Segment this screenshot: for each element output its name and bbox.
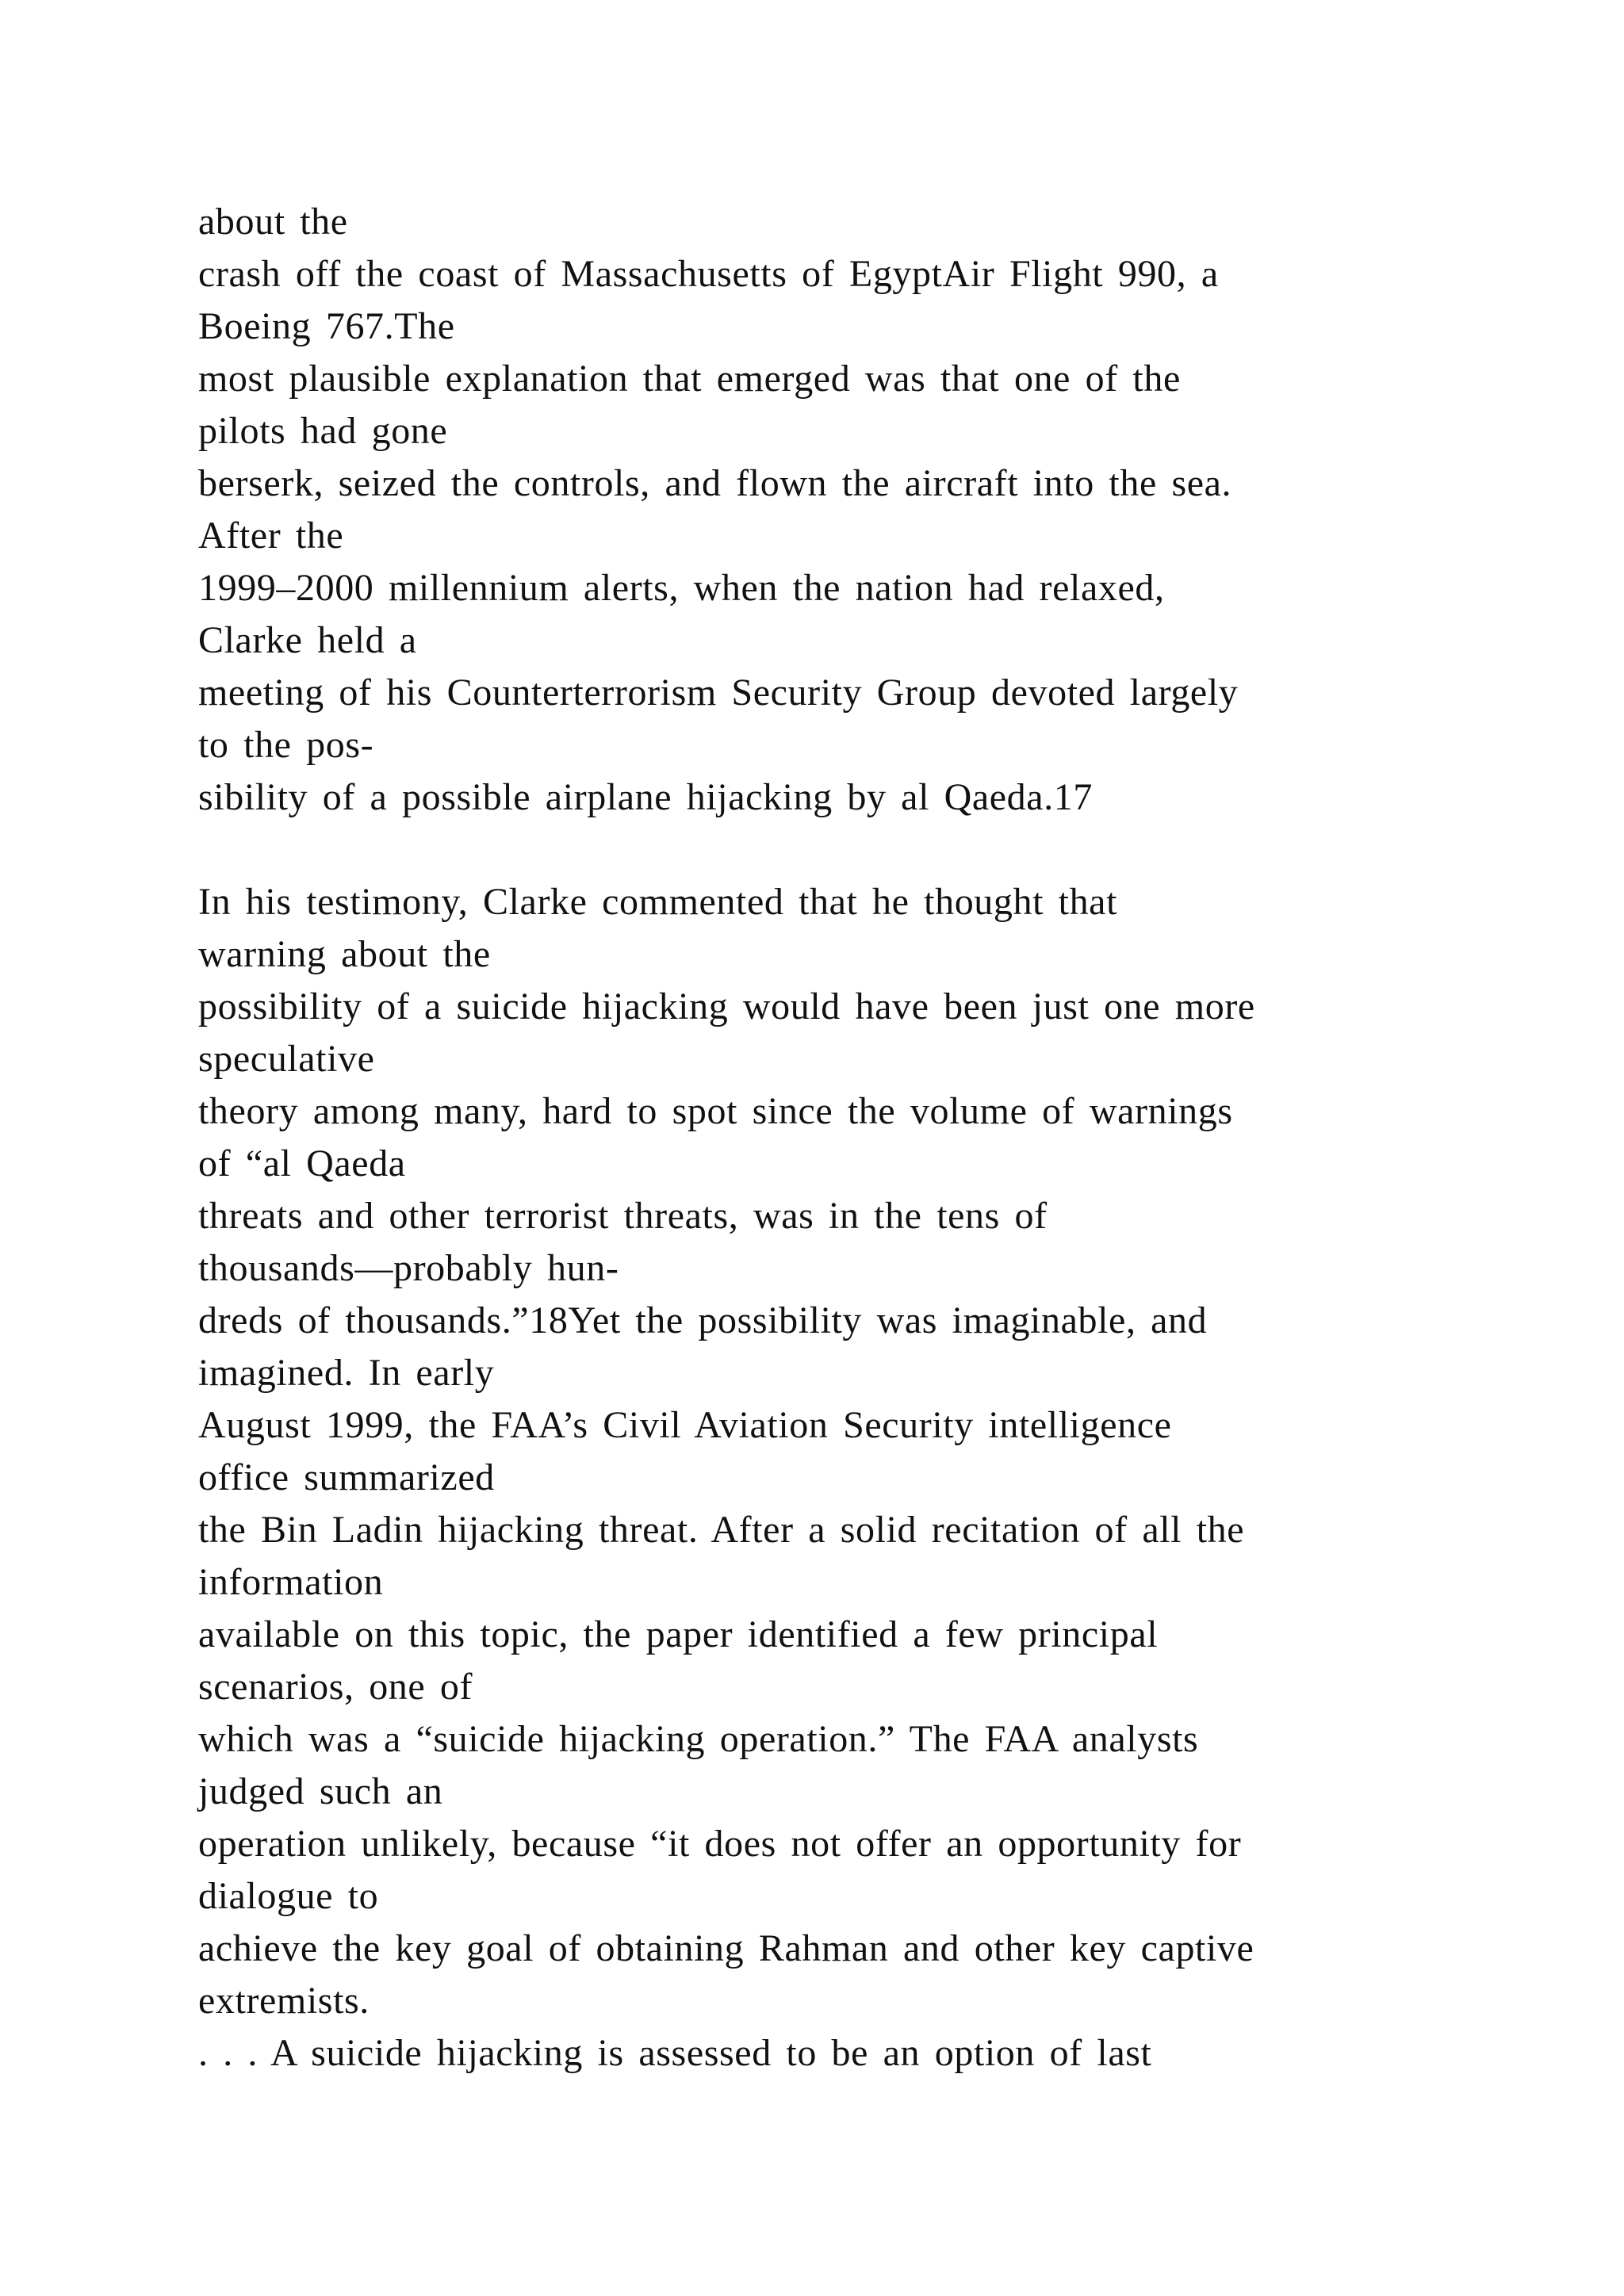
text-line: crash off the coast of Massachusetts of EgyptAir Flight 990, a [198, 253, 1219, 295]
text-line: pilots had gone [198, 410, 448, 452]
text-line: of “al Qaeda [198, 1142, 406, 1184]
paragraph-2 [198, 876, 1546, 2080]
text-line: possibility of a suicide hijacking would have been just one more [198, 985, 1255, 1027]
text-line: speculative [198, 1038, 375, 1080]
text-line: operation unlikely, because “it does not offer an opportunity for [198, 1823, 1242, 1865]
paragraph-gap [198, 824, 1546, 876]
text-line: dialogue to [198, 1875, 379, 1917]
text-line: meeting of his Counterterrorism Security Group devoted largely [198, 672, 1239, 714]
text-line: imagined. In early [198, 1352, 495, 1394]
text-line: August 1999, the FAA’s Civil Aviation Security intelligence [198, 1404, 1172, 1446]
text-line: information [198, 1561, 384, 1603]
text-line: about the [198, 201, 348, 243]
text-line: extremists. [198, 1980, 370, 2022]
body-text [198, 196, 1546, 2080]
text-line: theory among many, hard to spot since the volume of warnings [198, 1090, 1233, 1132]
text-line: scenarios, one of [198, 1666, 473, 1708]
text-line: achieve the key goal of obtaining Rahman and other key captive [198, 1927, 1254, 1969]
text-line: thousands—probably hun- [198, 1247, 619, 1289]
text-line: 1999–2000 millennium alerts, when the nation had relaxed, [198, 567, 1165, 609]
text-line: Clarke held a [198, 619, 417, 661]
text-line: Boeing 767.The [198, 305, 455, 347]
text-line: dreds of thousands.”18Yet the possibility was imaginable, and [198, 1299, 1208, 1341]
text-line: sibility of a possible airplane hijacking by al Qaeda.17 [198, 776, 1093, 818]
text-line: judged such an [198, 1770, 443, 1812]
text-line: In his testimony, Clarke commented that he thought that [198, 881, 1118, 923]
text-line: . . . A suicide hijacking is assessed to be an option of last [198, 2032, 1152, 2074]
paragraph-1 [198, 196, 1546, 824]
text-line: available on this topic, the paper identified a few principal [198, 1613, 1159, 1655]
text-line: After the [198, 515, 344, 557]
text-line: office summarized [198, 1456, 495, 1498]
text-line: which was a “suicide hijacking operation.” The FAA analysts [198, 1718, 1199, 1760]
text-line: warning about the [198, 933, 491, 975]
text-line: the Bin Ladin hijacking threat. After a solid recitation of all the [198, 1509, 1245, 1551]
text-line: most plausible explanation that emerged was that one of the [198, 358, 1181, 400]
text-line: berserk, seized the controls, and flown the aircraft into the sea. [198, 462, 1232, 504]
text-line: threats and other terrorist threats, was in the tens of [198, 1195, 1048, 1237]
text-line: to the pos- [198, 724, 374, 766]
